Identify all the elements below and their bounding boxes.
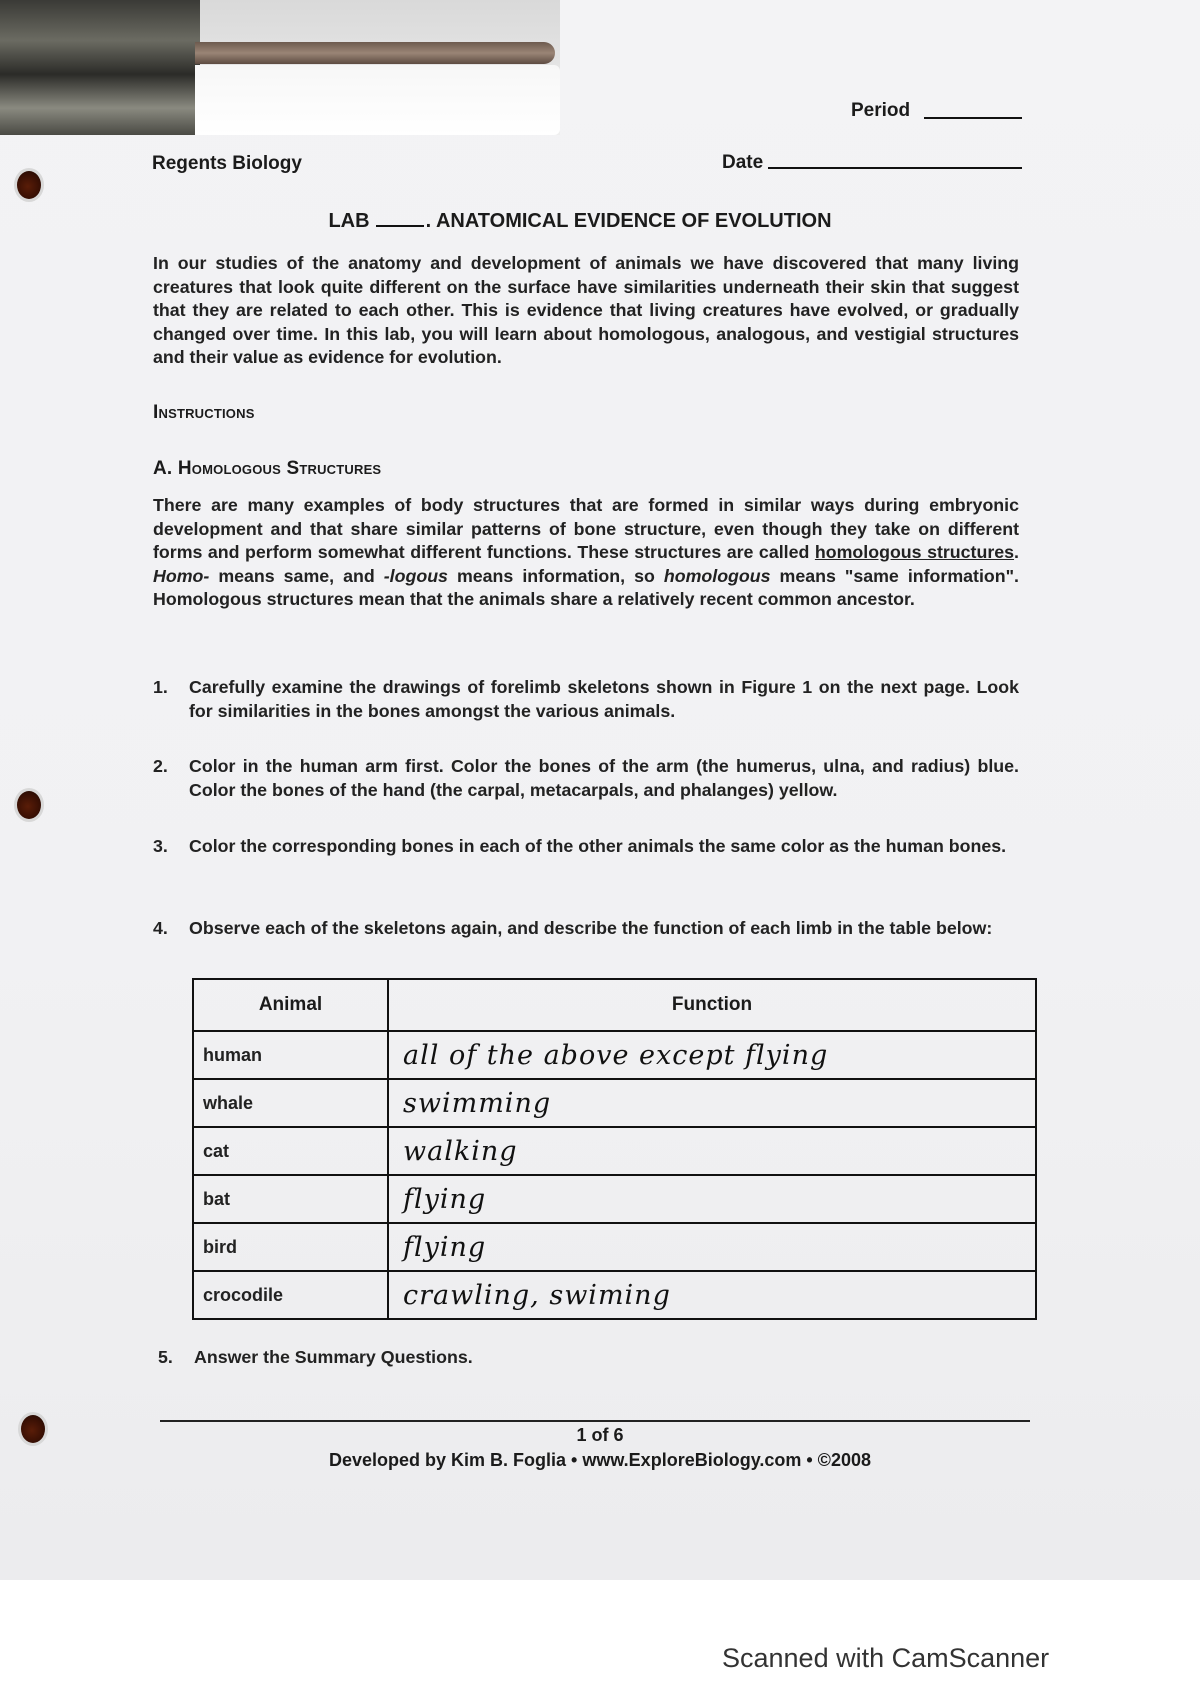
- homo-prefix: Homo-: [153, 565, 210, 586]
- para-mid1: .: [1014, 542, 1019, 562]
- para-end: means "same information". Homologous structures mean that the animals share a relatively recent common ancestor.: [153, 565, 1019, 609]
- animal-cell: human: [193, 1031, 388, 1079]
- lab-number-blank: [376, 225, 424, 227]
- table-header-row: [193, 979, 1036, 1031]
- function-column-header: Function: [388, 979, 1036, 1031]
- step-number: 5.: [158, 1347, 173, 1367]
- table-row: [193, 1031, 1036, 1079]
- function-cell[interactable]: [388, 1127, 1036, 1175]
- step-5: [158, 1345, 1024, 1369]
- table-row: [193, 1271, 1036, 1319]
- step-1: [153, 675, 1019, 723]
- section-a-heading: A. Homologous Structures: [153, 458, 382, 479]
- table-row: [193, 1079, 1036, 1127]
- handwritten-answer: swimming: [403, 1087, 552, 1119]
- course-name: Regents Biology: [152, 153, 302, 174]
- punch-hole-middle: [14, 788, 44, 822]
- homologous-word: homologous: [663, 565, 771, 586]
- intro-paragraph: In our studies of the anatomy and development of animals we have discovered that many living creatures that look quite different on the surface have similarities underneath their skin that suggest that they are related to each other. This is evidence that living creatures have evolved, or gradually changed over time. In this lab, you will learn about homologous, analogous, and vestigial structures and their value as evidence for evolution.: [153, 253, 1019, 367]
- binder-clip-bar: [195, 42, 555, 64]
- handwritten-answer: flying: [403, 1183, 487, 1215]
- step-4: [153, 916, 1019, 940]
- animal-cell: bird: [193, 1223, 388, 1271]
- step-3: [153, 834, 1019, 858]
- camscanner-watermark: Scanned with CamScanner: [722, 1643, 1050, 1673]
- animal-cell: cat: [193, 1127, 388, 1175]
- step-text: Carefully examine the drawings of forelimb skeletons shown in Figure 1 on the next page. Look for similarities in the bones amongst the various animals.: [189, 677, 1019, 721]
- step-number: 4.: [153, 918, 168, 938]
- handwritten-answer: walking: [403, 1135, 518, 1167]
- date-label: Date: [722, 152, 764, 173]
- step-text: Answer the Summary Questions.: [194, 1347, 473, 1367]
- function-cell[interactable]: [388, 1079, 1036, 1127]
- binder-clip-metal: [0, 0, 200, 135]
- table-row: [193, 1223, 1036, 1271]
- step-text: Color in the human arm first. Color the bones of the arm (the humerus, ulna, and radius) blue. Color the bones of the hand (the carpal, metacarpals, and phalanges) yellow.: [189, 756, 1019, 800]
- lab-prefix: LAB: [328, 210, 370, 232]
- homologous-paragraph: [153, 494, 1019, 612]
- instructions-heading: Instructions: [153, 402, 255, 423]
- step-number: 2.: [153, 756, 168, 776]
- para-start: There are many examples of body structures that are formed in similar ways during embryonic development and that share similar patterns of bone structure, even though they take on different forms and perform somewhat different functions. These structures are called: [153, 495, 1019, 562]
- animal-column-header: Animal: [193, 979, 388, 1031]
- animal-cell: crocodile: [193, 1271, 388, 1319]
- page-number: 1 of 6: [576, 1425, 624, 1445]
- step-text: Color the corresponding bones in each of the other animals the same color as the human bones.: [189, 836, 1007, 856]
- function-cell[interactable]: [388, 1271, 1036, 1319]
- period-blank: [924, 117, 1022, 119]
- animal-cell: bat: [193, 1175, 388, 1223]
- homologous-term: homologous structures: [814, 542, 1015, 562]
- step-2: [153, 754, 1019, 802]
- step-number: 3.: [153, 836, 168, 856]
- date-blank: [768, 167, 1022, 169]
- animal-cell: whale: [193, 1079, 388, 1127]
- handwritten-answer: all of the above except flying: [403, 1039, 829, 1071]
- step-text: Observe each of the skeletons again, and describe the function of each limb in the table below:: [189, 918, 993, 938]
- function-cell[interactable]: [388, 1031, 1036, 1079]
- table-row: [193, 1127, 1036, 1175]
- limb-function-table: [192, 978, 1037, 1320]
- function-cell[interactable]: [388, 1175, 1036, 1223]
- table-row: [193, 1175, 1036, 1223]
- binder-clip-cover: [195, 65, 560, 135]
- function-cell[interactable]: [388, 1223, 1036, 1271]
- punch-hole-top: [14, 168, 44, 202]
- lab-title-text: . ANATOMICAL EVIDENCE OF EVOLUTION: [425, 210, 832, 232]
- lab-title: [150, 210, 1010, 233]
- para-mid3: means information, so: [447, 565, 664, 586]
- para-mid2: means same, and: [209, 565, 384, 586]
- step-number: 1.: [153, 677, 168, 697]
- footer-credit: Developed by Kim B. Foglia • www.ExploreBiology.com • ©2008: [329, 1450, 871, 1470]
- handwritten-answer: flying: [403, 1231, 487, 1263]
- footer-divider: [160, 1420, 1030, 1422]
- handwritten-answer: crawling, swiming: [403, 1279, 671, 1311]
- logous-suffix: -logous: [383, 565, 448, 586]
- period-label: Period: [851, 100, 911, 121]
